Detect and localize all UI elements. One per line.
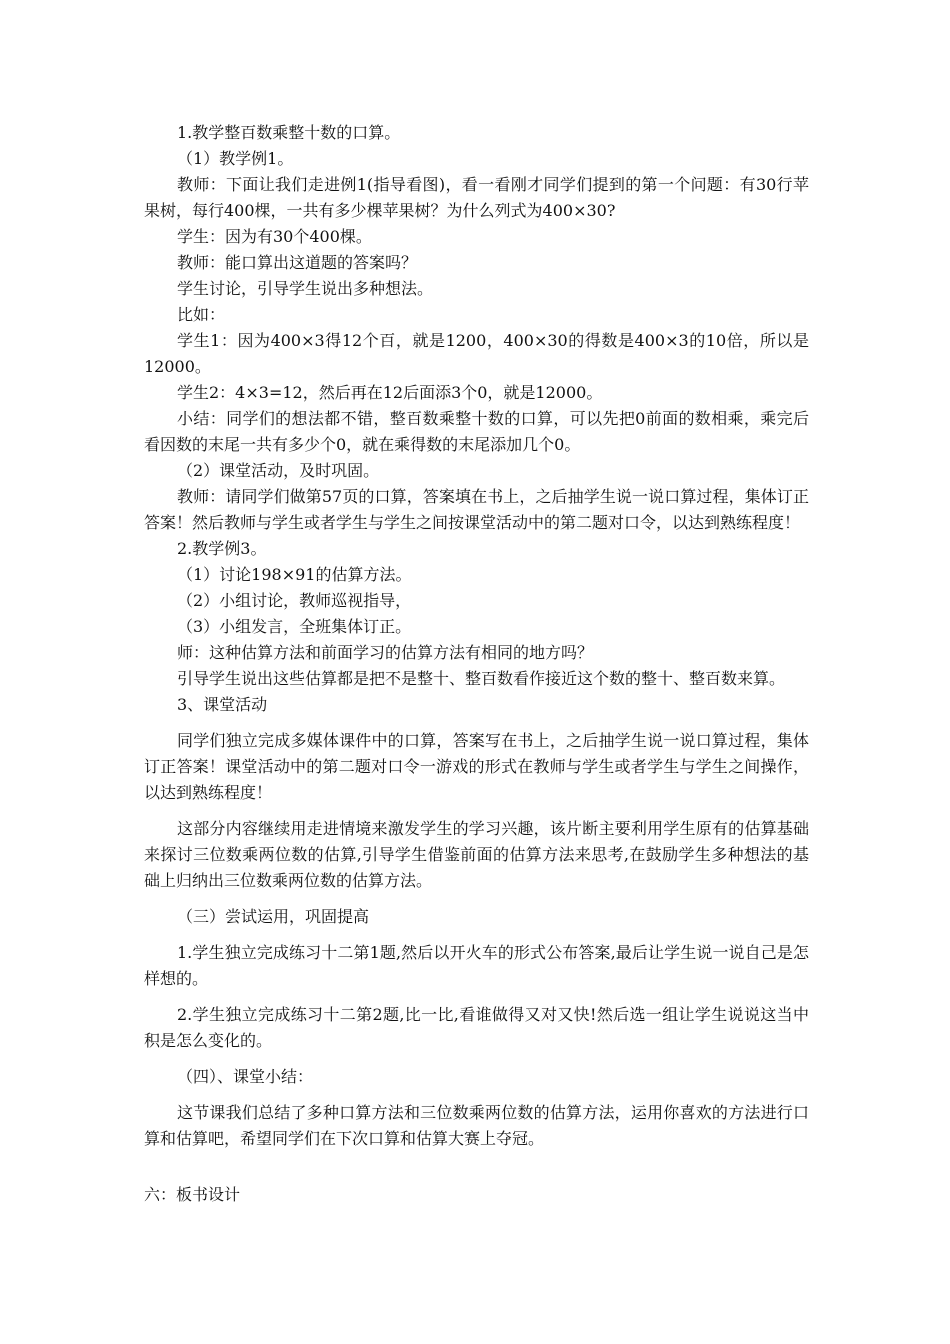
paragraph: 小结：同学们的想法都不错，整百数乘整十数的口算，可以先把0前面的数相乘，乘完后看因数的末尾一共有多少个0，就在乘得数的末尾添加几个0。: [144, 409, 809, 454]
section-heading: 2.教学例3。: [177, 539, 267, 558]
paragraph: 学生讨论，引导学生说出多种想法。: [177, 279, 434, 298]
paragraph: 同学们独立完成多媒体课件中的口算，答案写在书上，之后抽学生说一说口算过程，集体订正答案！课堂活动中的第二题对口令一游戏的形式在教师与学生或者学生与学生之间操作，以达到熟练程度！: [144, 731, 809, 802]
section-heading: （三）尝试运用，巩固提高: [177, 907, 370, 926]
section-heading: 3、课堂活动: [177, 695, 268, 714]
paragraph: 教师：能口算出这道题的答案吗？: [177, 253, 418, 272]
paragraph: 教师：下面让我们走进例1(指导看图)，看一看刚才同学们提到的第一个问题：有30行苹果树，每行400棵，一共有多少棵苹果树？为什么列式为400×30?: [144, 175, 809, 220]
paragraph: 教师：请同学们做第57页的口算，答案填在书上，之后抽学生说一说口算过程，集体订正答案！然后教师与学生或者学生与学生之间按课堂活动中的第二题对口令，以达到熟练程度！: [144, 487, 809, 532]
subsection-heading: （2）课堂活动，及时巩固。: [177, 461, 380, 480]
paragraph: 学生：因为有30个400棵。: [177, 227, 372, 246]
paragraph: 这节课我们总结了多种口算方法和三位数乘两位数的估算方法，运用你喜欢的方法进行口算和估算吧，希望同学们在下次口算和估算大赛上夺冠。: [144, 1103, 809, 1148]
paragraph: 引导学生说出这些估算都是把不是整十、整百数看作接近这个数的整十、整百数来算。: [177, 669, 786, 688]
paragraph: 1.学生独立完成练习十二第1题,然后以开火车的形式公布答案,最后让学生说一说自己是怎样想的。: [144, 943, 809, 988]
paragraph: 2.学生独立完成练习十二第2题,比一比,看谁做得又对又快!然后选一组让学生说说这当中积是怎么变化的。: [144, 1005, 809, 1050]
list-item: （1）讨论198×91的估算方法。: [177, 565, 412, 584]
section-heading: （四）、课堂小结：: [177, 1067, 314, 1086]
section-heading: 六：板书设计: [144, 1185, 241, 1204]
subsection-heading: （1）教学例1。: [177, 149, 294, 168]
section-heading: 1.教学整百数乘整十数的口算。: [177, 123, 401, 142]
paragraph: 学生1：因为400×3得12个百，就是1200，400×30的得数是400×3的10倍，所以是12000。: [144, 331, 809, 376]
paragraph: 师：这种估算方法和前面学习的估算方法有相同的地方吗？: [177, 643, 594, 662]
list-item: （2）小组讨论，教师巡视指导，: [177, 591, 412, 610]
document-body: [144, 120, 809, 1208]
paragraph: 这部分内容继续用走进情境来激发学生的学习兴趣，该片断主要利用学生原有的估算基础来探讨三位数乘两位数的估算,引导学生借鉴前面的估算方法来思考,在鼓励学生多种想法的基础上归纳出三位数乘两位数的估算方法。: [144, 819, 809, 890]
paragraph: 比如：: [177, 305, 226, 324]
list-item: （3）小组发言，全班集体订正。: [177, 617, 412, 636]
paragraph: 学生2：4×3=12，然后再在12后面添3个0，就是12000。: [177, 383, 603, 402]
